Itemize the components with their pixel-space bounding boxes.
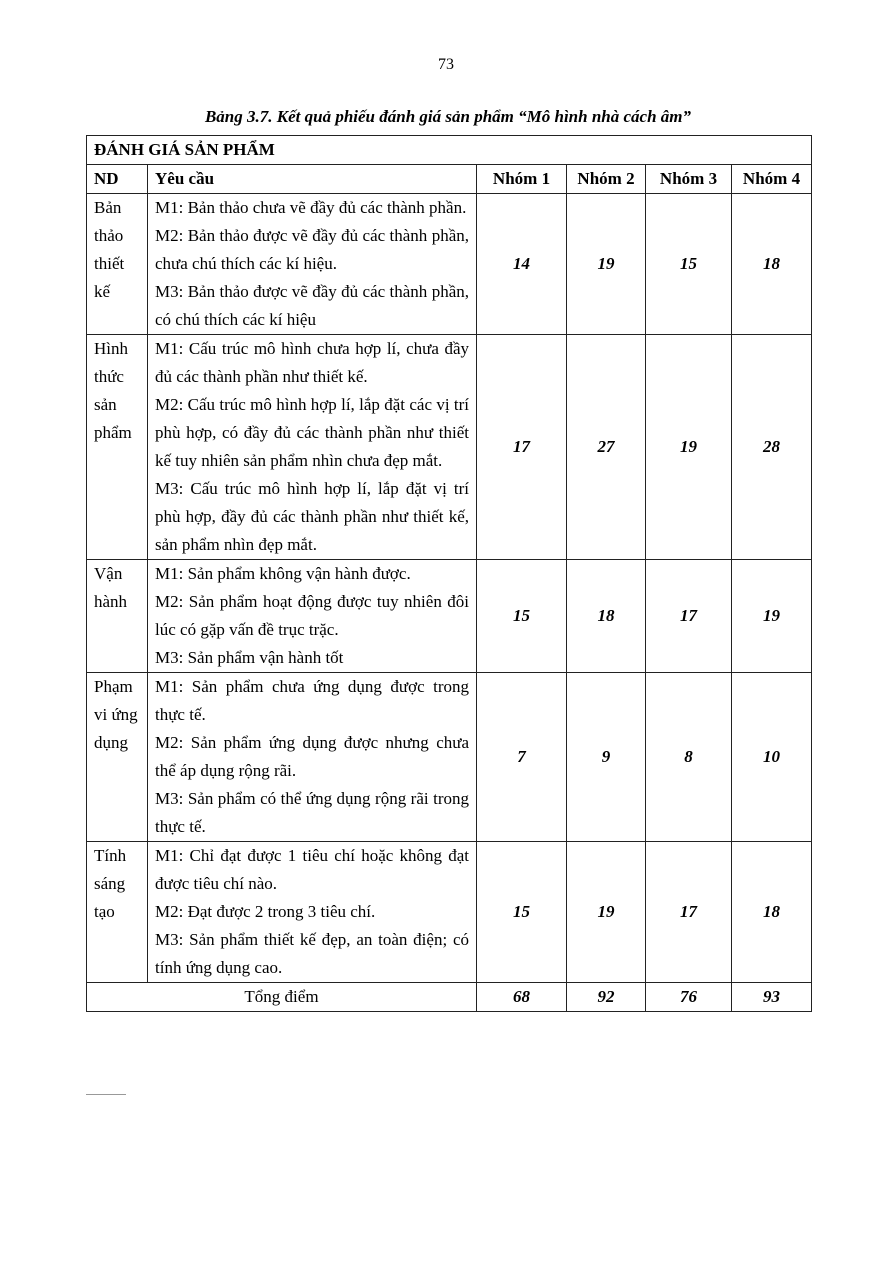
requirement-m1: M1: Sản phẩm chưa ứng dụng được trong thực tế. [155,677,469,724]
total-group-4: 93 [732,983,812,1012]
score-group-2: 19 [567,194,646,335]
table-title: ĐÁNH GIÁ SẢN PHẨM [87,136,812,165]
table-header-row [87,165,812,194]
total-row [87,983,812,1012]
score-group-1: 15 [477,842,567,983]
header-requirement: Yêu cầu [148,165,477,194]
score-group-2: 18 [567,560,646,673]
score-group-1: 7 [477,673,567,842]
nd-cell: Hình thức sản phẩm [87,335,148,560]
score-group-3: 8 [646,673,732,842]
score-group-1: 17 [477,335,567,560]
requirement-m2: M2: Sản phẩm ứng dụng được nhưng chưa thể áp dụng rộng rãi. [155,733,469,780]
score-group-3: 17 [646,560,732,673]
nd-cell: Tính sáng tạo [87,842,148,983]
score-group-4: 18 [732,842,812,983]
nd-cell: Phạm vi ứng dụng [87,673,148,842]
score-group-3: 17 [646,842,732,983]
nd-cell: Bản thảo thiết kế [87,194,148,335]
score-group-4: 10 [732,673,812,842]
header-group-1: Nhóm 1 [477,165,567,194]
table-title-row [87,136,812,165]
requirement-m3: M3: Sản phẩm có thể ứng dụng rộng rãi trong thực tế. [155,789,469,836]
score-group-3: 19 [646,335,732,560]
total-group-1: 68 [477,983,567,1012]
requirement-cell [148,194,477,335]
header-group-3: Nhóm 3 [646,165,732,194]
requirement-m1: M1: Cấu trúc mô hình chưa hợp lí, chưa đầy đủ các thành phần như thiết kế. [155,339,469,386]
total-label: Tổng điểm [87,983,477,1012]
requirement-m2: M2: Bản thảo được vẽ đầy đủ các thành phần, chưa chú thích các kí hiệu. [155,226,469,273]
requirement-m1: M1: Sản phẩm không vận hành được. [155,564,411,583]
table-row [87,560,812,673]
score-group-2: 9 [567,673,646,842]
requirement-m3: M3: Cấu trúc mô hình hợp lí, lắp đặt vị trí phù hợp, đầy đủ các thành phần như thiết kế, sản phẩm nhìn đẹp mắt. [155,479,469,554]
header-nd: ND [87,165,148,194]
requirement-m1: M1: Chỉ đạt được 1 tiêu chí hoặc không đạt được tiêu chí nào. [155,846,469,893]
divider [86,1094,126,1095]
score-group-4: 28 [732,335,812,560]
page-number: 73 [438,56,454,73]
table-row [87,335,812,560]
header-group-2: Nhóm 2 [567,165,646,194]
requirement-m3: M3: Sản phẩm vận hành tốt [155,648,344,667]
score-group-4: 18 [732,194,812,335]
score-group-1: 15 [477,560,567,673]
requirement-m2: M2: Sản phẩm hoạt động được tuy nhiên đôi lúc có gặp vấn đề trục trặc. [155,592,469,639]
table-row [87,194,812,335]
score-group-1: 14 [477,194,567,335]
table-row [87,842,812,983]
requirement-cell [148,842,477,983]
evaluation-table [86,135,812,1012]
table-row [87,673,812,842]
table-caption: Bảng 3.7. Kết quả phiếu đánh giá sản phẩm “Mô hình nhà cách âm” [204,107,692,126]
requirement-cell [148,335,477,560]
requirement-m2: M2: Cấu trúc mô hình hợp lí, lắp đặt các vị trí phù hợp, có đầy đủ các thành phần như thiết kế tuy nhiên sản phẩm nhìn chưa đẹp mắt. [155,395,469,470]
total-group-2: 92 [567,983,646,1012]
score-group-2: 27 [567,335,646,560]
score-group-3: 15 [646,194,732,335]
score-group-4: 19 [732,560,812,673]
requirement-m1: M1: Bản thảo chưa vẽ đầy đủ các thành phần. [155,198,467,217]
header-group-4: Nhóm 4 [732,165,812,194]
score-group-2: 19 [567,842,646,983]
nd-cell: Vận hành [87,560,148,673]
requirement-m2: M2: Đạt được 2 trong 3 tiêu chí. [155,902,376,921]
requirement-m3: M3: Sản phẩm thiết kế đẹp, an toàn điện; có tính ứng dụng cao. [155,930,469,977]
requirement-m3: M3: Bản thảo được vẽ đầy đủ các thành phần, có chú thích các kí hiệu [155,282,469,329]
requirement-cell [148,673,477,842]
requirement-cell [148,560,477,673]
total-group-3: 76 [646,983,732,1012]
